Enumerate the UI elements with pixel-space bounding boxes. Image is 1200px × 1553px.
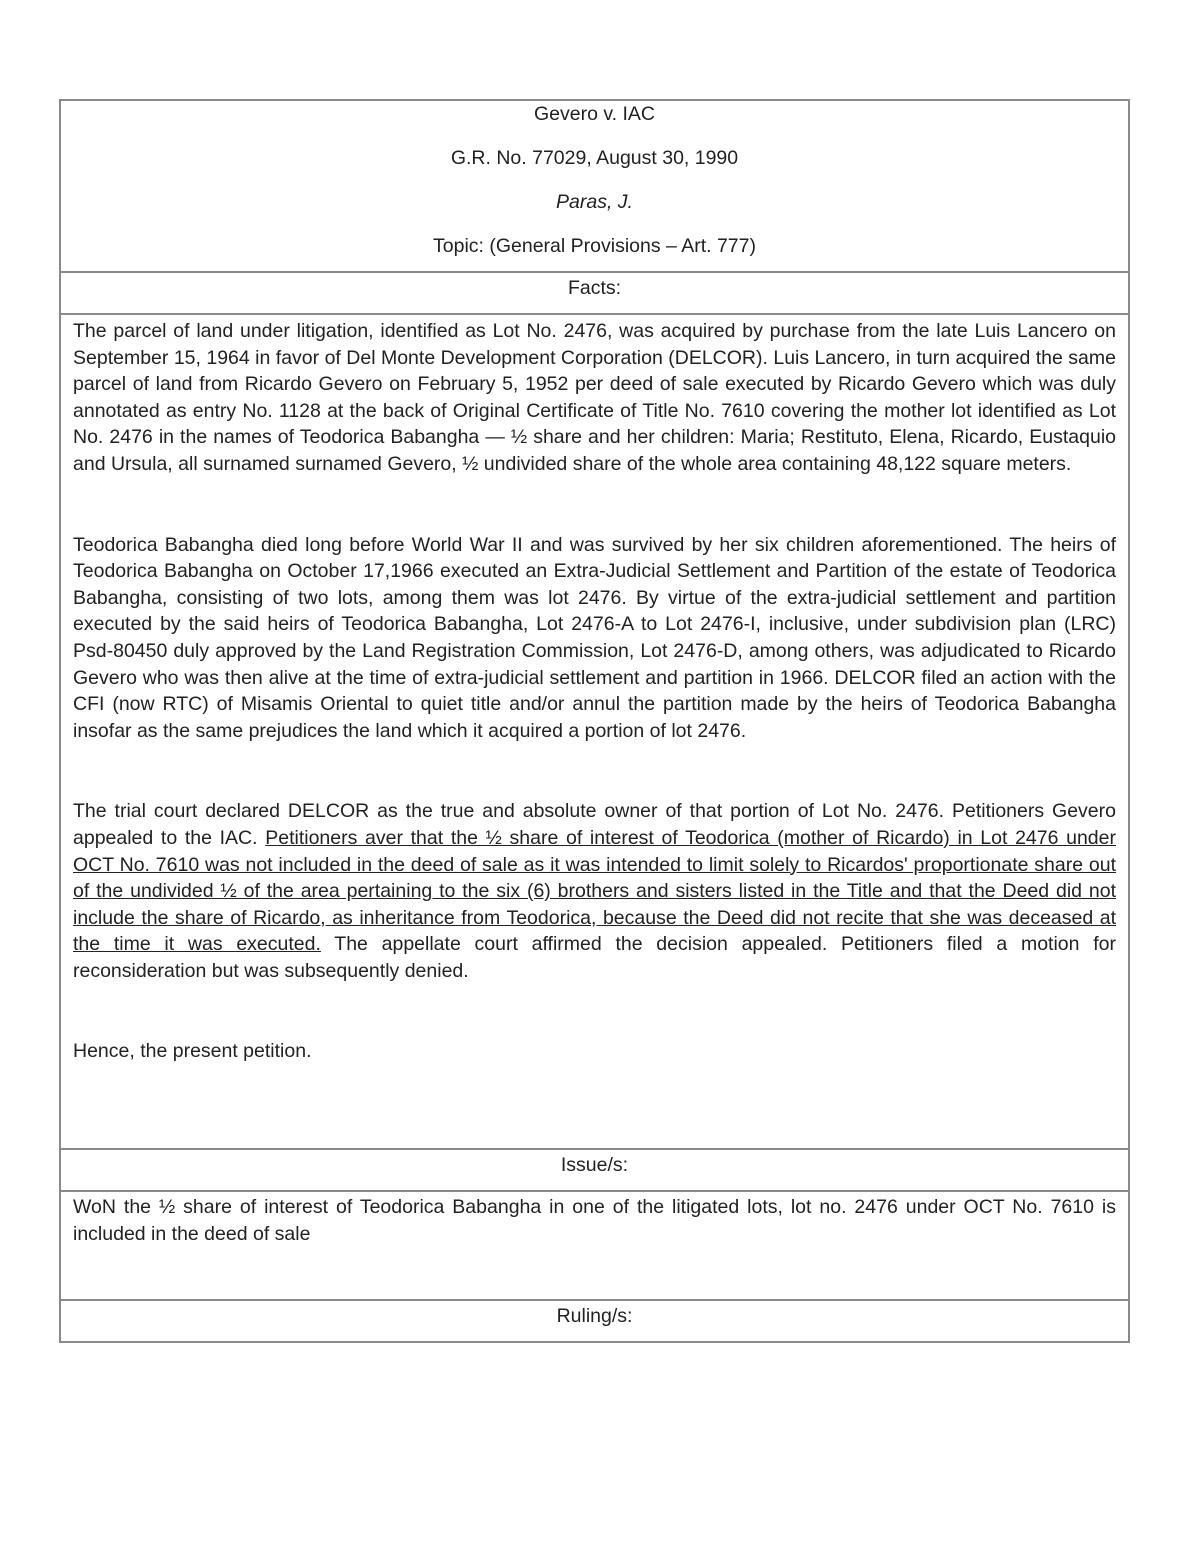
case-citation: G.R. No. 77029, August 30, 1990: [450, 147, 739, 169]
facts-paragraph-2: Teodorica Babangha died long before World War II and was survived by her six children aforementioned. The heirs of Teodorica Babangha on October 17,1966 executed an Extra-Judicial Settlement and Partition of the estate of Teodorica Babangha, consisting of two lots, among them was lot 2476. By virtue of the extra-judicial settlement and partition executed by the said heirs of Teodorica Babangha, Lot 2476-A to Lot 2476-I, inclusive, under subdivision plan (LRC) Psd-80450 duly approved by the Land Registration Commission, Lot 2476-D, among others, was adjudicated to Ricardo Gevero who was then alive at the time of extra-judicial settlement and partition in 1966. DELCOR filed an action with the CFI (now RTC) of Misamis Oriental to quiet title and/or annul the partition made by the heirs of Teodorica Babangha insofar as the same prejudices the land which it acquired a portion of lot 2476.: [73, 533, 1116, 742]
case-digest-table: [59, 99, 1130, 1343]
case-topic: Topic: (General Provisions – Art. 777): [433, 235, 756, 257]
case-header-cell: [60, 100, 1129, 272]
facts-paragraph-4: Hence, the present petition.: [73, 1040, 312, 1063]
issue-body: WoN the ½ share of interest of Teodorica Babangha in one of the litigated lots, lot no. 2476 under OCT No. 7610 is included in the deed of sale: [60, 1191, 1129, 1300]
case-title: Gevero v. IAC: [533, 103, 655, 125]
facts-p3-intro: The trial court declared DELCOR as the true and absolute owner of that portion of Lot No. 2476. Petitioners Gevero appealed to the IAC.: [73, 800, 1116, 849]
facts-body: [60, 314, 1129, 1149]
facts-paragraph-1: The parcel of land under litigation, identified as Lot No. 2476, was acquired by purchase from the late Luis Lancero on September 15, 1964 in favor of Del Monte Development Corporation (DELCOR). Luis Lancero, in turn acquired the same parcel of land from Ricardo Gevero on February 5, 1952 per deed of sale executed by Ricardo Gevero which was duly annotated as entry No. 1128 at the back of Original Certificate of Title No. 7610 covering the mother lot identified as Lot No. 2476 in the names of Teodorica Babangha — ½ share and her children: Maria; Restituto, Elena, Ricardo, Eustaquio and Ursula, all surnamed surnamed Gevero, ½ undivided share of the whole area containing 48,122 square meters.: [73, 320, 1116, 475]
ponente-name: Paras, J.: [556, 191, 633, 213]
facts-label: Facts:: [60, 272, 1129, 314]
facts-p3-underlined: Petitioners aver that the ½ share of interest of Teodorica (mother of Ricardo) in Lot 2476 under OCT No. 7610 was not included in the deed of sale as it was intended to limit solely to Ricardos' proportionate share out of the undivided ½ of the area pertaining to the six (6) brothers and sisters listed in the Title and that the Deed did not include the share of Ricardo, as inheritance from Teodorica, because the Deed did not recite that she was deceased at the time it was executed.: [73, 826, 1116, 956]
facts-paragraph-3: [73, 798, 1116, 984]
case-ponente: [73, 189, 1116, 215]
ruling-label: Ruling/s:: [60, 1300, 1129, 1342]
issues-label: Issue/s:: [60, 1149, 1129, 1191]
facts-p3-outro: The appellate court affirmed the decision appealed. Petitioners filed a motion for reconsideration but was subsequently denied.: [73, 933, 1116, 982]
